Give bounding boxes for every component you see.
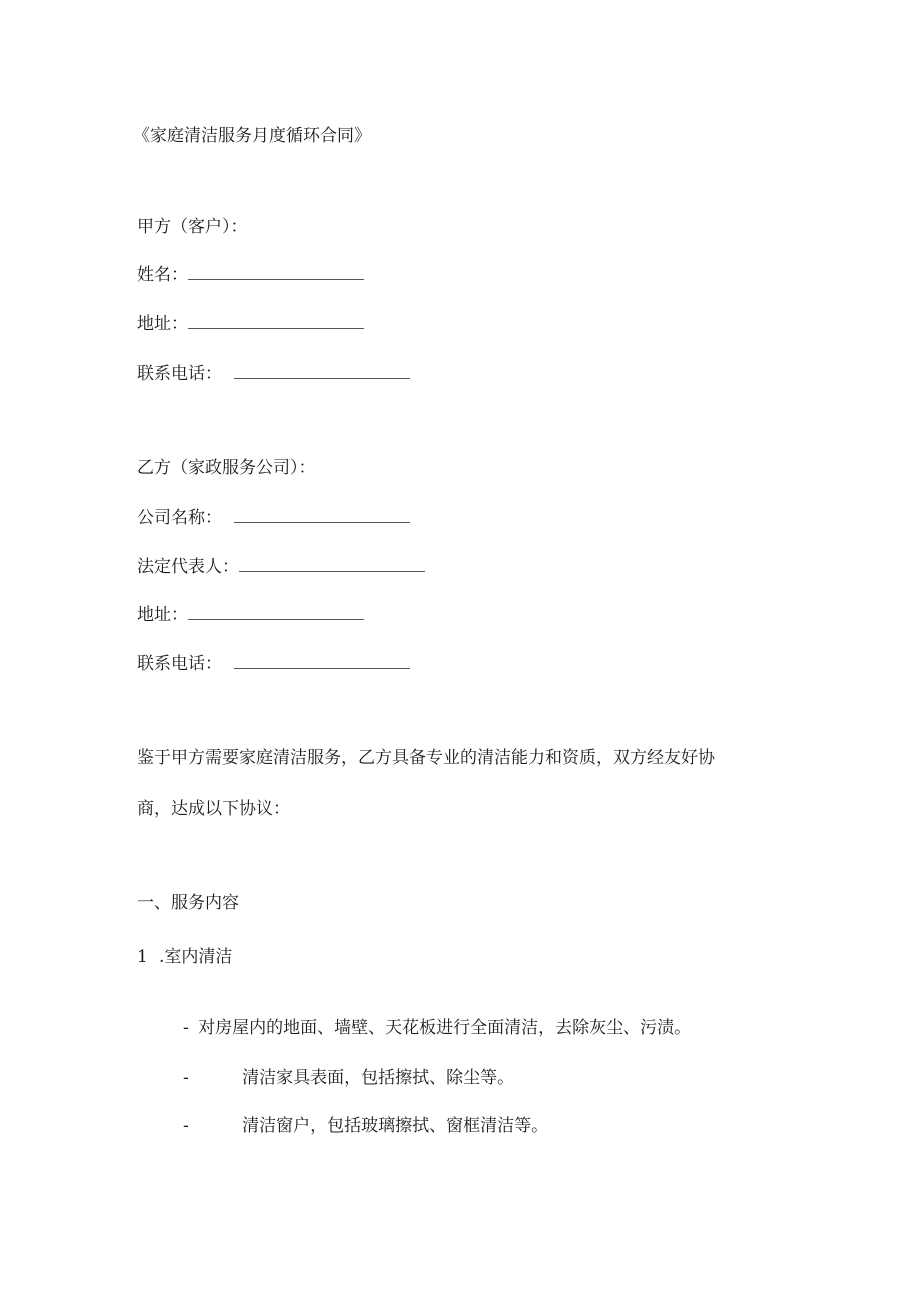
party-a-heading: 甲方（客户）：	[137, 217, 248, 237]
section-1-heading: 一、服务内容	[137, 893, 239, 913]
party-a-phone-label: 联系电话：	[137, 364, 222, 384]
preamble-line-2: 商，达成以下协议：	[137, 799, 290, 819]
bullet-1-dash: -	[183, 1018, 189, 1038]
party-b-phone-blank	[234, 654, 410, 669]
party-b-legal-rep-label: 法定代表人：	[137, 557, 239, 577]
party-a-address-label: 地址：	[137, 314, 188, 334]
party-b-company-row	[137, 506, 410, 530]
party-b-address-row	[137, 603, 364, 627]
party-b-legal-rep-blank	[239, 557, 425, 572]
party-a-address-row	[137, 312, 364, 336]
bullet-2-dash: -	[183, 1068, 189, 1088]
item-1-number: 1	[137, 947, 148, 967]
bullet-2-text: 清洁家具表面，包括擦拭、除尘等。	[242, 1068, 515, 1088]
party-b-company-blank	[234, 508, 410, 523]
party-b-phone-row	[137, 652, 410, 676]
party-a-name-row	[137, 263, 364, 287]
party-a-address-blank	[188, 314, 364, 329]
party-a-phone-row	[137, 362, 410, 386]
item-1-title: .室内清洁	[159, 947, 233, 967]
bullet-3-dash: -	[183, 1116, 189, 1136]
item-1-heading	[137, 945, 232, 969]
bullet-1-text: 对房屋内的地面、墙壁、天花板进行全面清洁，去除灰尘、污渍。	[198, 1018, 692, 1038]
party-a-name-label: 姓名：	[137, 265, 188, 285]
party-a-name-blank	[188, 265, 364, 280]
bullet-3-text: 清洁窗户，包括玻璃擦拭、窗框清洁等。	[242, 1116, 549, 1136]
bullet-1	[183, 1016, 691, 1040]
party-b-phone-label: 联系电话：	[137, 654, 222, 674]
party-b-address-blank	[188, 605, 364, 620]
party-b-company-label: 公司名称：	[137, 508, 222, 528]
bullet-3	[183, 1114, 548, 1138]
party-b-legal-rep-row	[137, 555, 425, 579]
party-a-phone-blank	[234, 364, 410, 379]
preamble-line-1: 鉴于甲方需要家庭清洁服务，乙方具备专业的清洁能力和资质，双方经友好协	[137, 748, 715, 768]
party-b-heading: 乙方（家政服务公司）：	[137, 458, 316, 478]
document-title: 《家庭清洁服务月度循环合同》	[133, 126, 371, 146]
party-b-address-label: 地址：	[137, 605, 188, 625]
bullet-2	[183, 1066, 514, 1090]
